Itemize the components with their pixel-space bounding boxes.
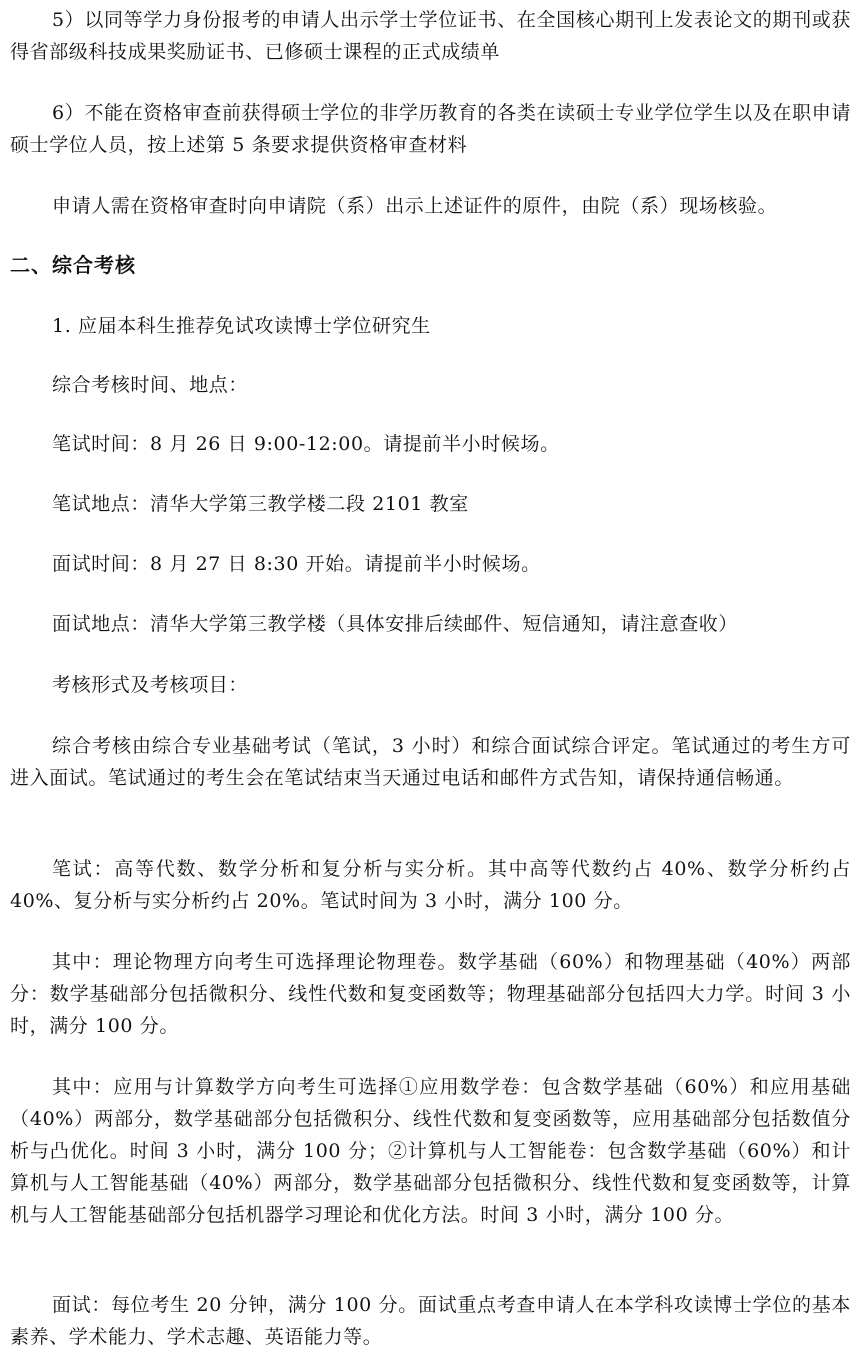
paragraph-time-place-label: 综合考核时间、地点： [52, 374, 249, 396]
paragraph-interview-place: 面试地点：清华大学第三教学楼（具体安排后续邮件、短信通知，请注意查收） [52, 613, 739, 635]
paragraph-written-exam-place: 笔试地点：清华大学第三教学楼二段 2101 教室 [52, 493, 469, 515]
paragraph-applied-math: 其中：应用与计算数学方向考生可选择①应用数学卷：包含数学基础（60%）和应用基础（40%）两部分，数学基础部分包括微积分、线性代数和复变函数等，应用基础部分包括数值分析与凸优化。时间 3 小时，满分 100 分；②计算机与人工智能卷：包含数学基础（60%）和计算机与人工智能基础（40%）两部分，数学基础部分包括微积分、线性代数和复变函数等，计算机与人工智能基础部分包括机器学习理论和优化方法。时间 3 小时，满分 100 分。 [10, 1076, 851, 1226]
paragraph-interview-time: 面试时间：8 月 27 日 8:30 开始。请提前半小时候场。 [52, 553, 541, 575]
paragraph-item-6: 6）不能在资格审查前获得硕士学位的非学历教育的各类在读硕士专业学位学生以及在职申请硕士学位人员，按上述第 5 条要求提供资格审查材料 [10, 102, 851, 156]
paragraph-verification-note: 申请人需在资格审查时向申请院（系）出示上述证件的原件，由院（系）现场核验。 [52, 195, 778, 217]
paragraph-item-5: 5）以同等学力身份报考的申请人出示学士学位证书、在全国核心期刊上发表论文的期刊或获得省部级科技成果奖励证书、已修硕士课程的正式成绩单 [10, 9, 851, 63]
paragraph-assessment-overview: 综合考核由综合专业基础考试（笔试，3 小时）和综合面试综合评定。笔试通过的考生方可进入面试。笔试通过的考生会在笔试结束当天通过电话和邮件方式告知，请保持通信畅通。 [10, 735, 851, 789]
paragraph-written-exam-time: 笔试时间：8 月 26 日 9:00-12:00。请提前半小时候场。 [52, 433, 560, 455]
paragraph-format-label: 考核形式及考核项目： [52, 674, 249, 696]
paragraph-interview-content: 面试：每位考生 20 分钟，满分 100 分。面试重点考查申请人在本学科攻读博士学位的基本素养、学术能力、学术志趣、英语能力等。 [10, 1294, 851, 1348]
paragraph-subsection-title: 1. 应届本科生推荐免试攻读博士学位研究生 [52, 315, 431, 337]
section-heading: 二、综合考核 [10, 253, 136, 277]
paragraph-theoretical-physics: 其中：理论物理方向考生可选择理论物理卷。数学基础（60%）和物理基础（40%）两部分：数学基础部分包括微积分、线性代数和复变函数等；物理基础部分包括四大力学。时间 3 小时，满分 100 分。 [10, 951, 851, 1037]
paragraph-written-exam-content: 笔试：高等代数、数学分析和复分析与实分析。其中高等代数约占 40%、数学分析约占 40%、复分析与实分析约占 20%。笔试时间为 3 小时，满分 100 分。 [10, 858, 851, 912]
